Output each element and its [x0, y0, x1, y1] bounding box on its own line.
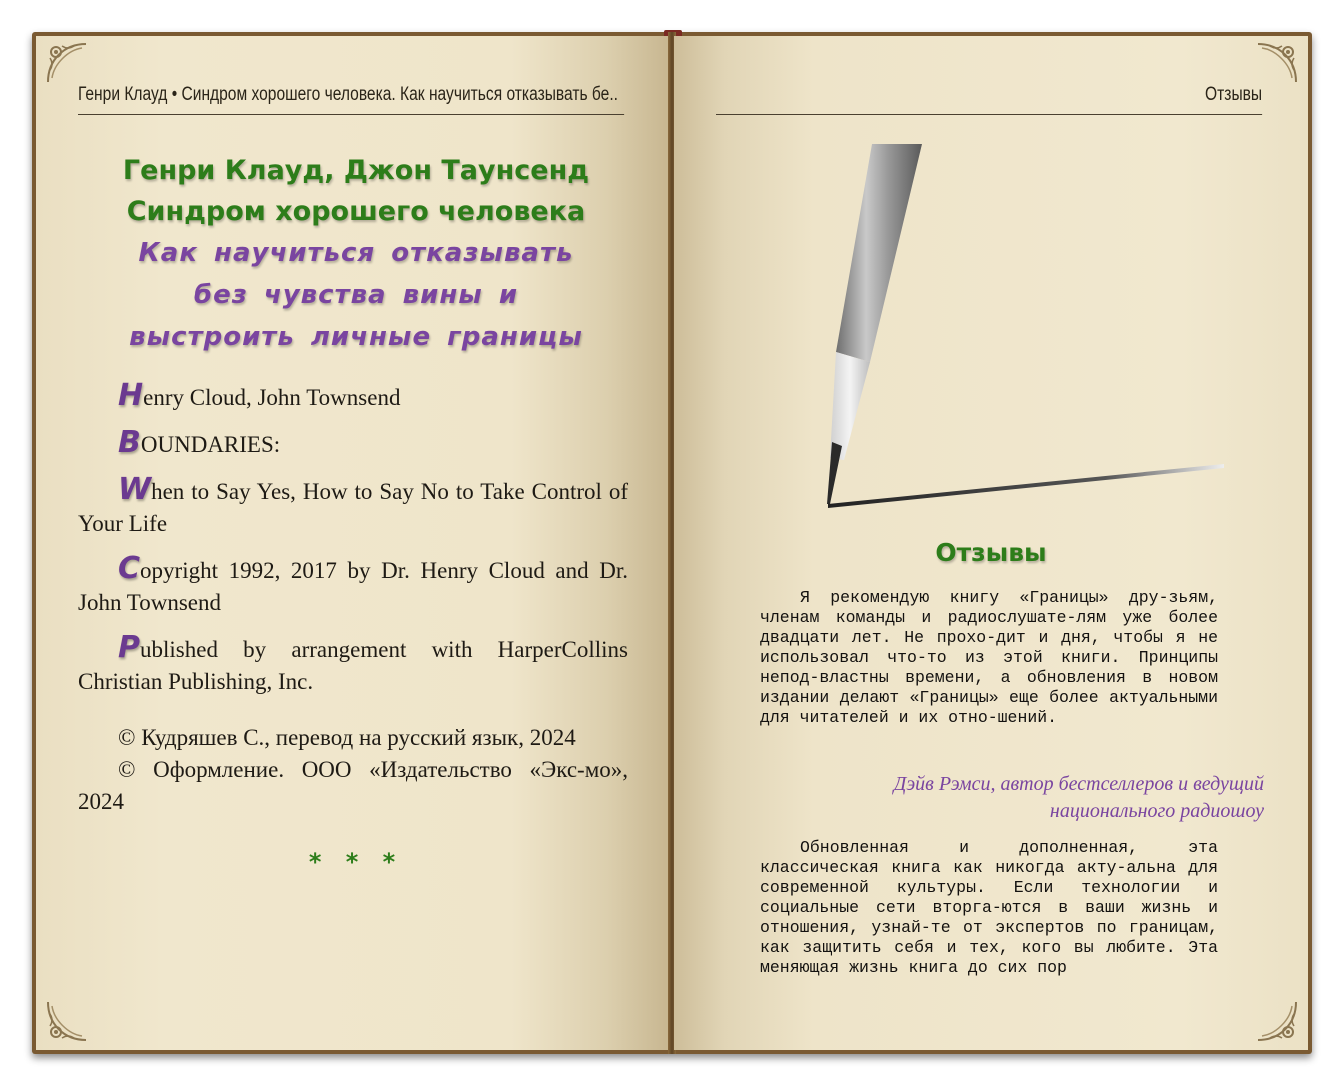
title-authors: Генри Клауд, Джон Таунсенд	[122, 155, 590, 186]
section-title: Отзывы	[935, 538, 1047, 567]
copyright-line: © Кудряшев С., перевод на русский язык, 2024	[118, 725, 576, 750]
section-separator: * * *	[308, 848, 404, 876]
pencil-illustration	[794, 142, 1234, 512]
drop-cap: H	[118, 378, 144, 413]
left-page[interactable]	[36, 36, 670, 1050]
copyright-block	[78, 722, 628, 818]
subtitle-line: без чувства вины и	[193, 280, 519, 310]
subtitle-line: выстроить личные границы	[129, 322, 583, 352]
running-header: Отзывы	[716, 84, 1262, 115]
corner-ornament-icon	[1254, 998, 1300, 1044]
corner-ornament-icon	[44, 40, 90, 86]
running-header: Генри Клауд • Синдром хорошего человека. Как научиться отказывать бе..	[78, 84, 624, 115]
review-author: Дэйв Рэмси, автор бестселлеров и ведущий национального радиошоу	[893, 773, 1264, 822]
imprint-paragraph: Published by arrangement with HarperCollins Christian Publishing, Inc.	[78, 630, 628, 694]
drop-cap: P	[118, 630, 140, 665]
drop-cap: B	[118, 425, 141, 460]
subtitle-line: Как научиться отказывать	[138, 238, 574, 268]
review-text: Обновленная и дополненная, эта классическая книга как никогда акту-альна для современной культуры. Если технологии и социальные сети вторга-ются в ваши жизнь и отношения, узнай-те от экспертов по границам, как защитить себя и тех, кого вы любите. Эта меняющая жизнь книга до сих пор	[760, 838, 1218, 977]
review-text: Я рекомендую книгу «Границы» дру-зьям, членам команды и радиослушате-лям уже более двадцати лет. Не прохо-дит и дня, чтобы я не использовал что-то из этой книги. Принципы непод-властны времени, а обновления в новом издании делают «Границы» еще более актуальными для читателей и их отно-шений.	[760, 588, 1218, 727]
right-page[interactable]	[674, 36, 1308, 1050]
copyright-line: © Оформление. ООО «Издательство «Экс-мо», 2024	[78, 757, 628, 814]
title-main: Синдром хорошего человека	[126, 196, 586, 227]
drop-cap: W	[118, 472, 152, 507]
open-book	[32, 32, 1312, 1054]
imprint-paragraph: When to Say Yes, How to Say No to Take Control of Your Life	[78, 472, 628, 536]
drop-cap: C	[118, 551, 141, 586]
corner-ornament-icon	[1254, 40, 1300, 86]
imprint-text	[78, 380, 628, 818]
book-title-block	[76, 150, 636, 358]
imprint-paragraph: Henry Cloud, John Townsend	[118, 378, 401, 413]
corner-ornament-icon	[44, 998, 90, 1044]
imprint-paragraph: BOUNDARIES:	[118, 425, 281, 460]
imprint-paragraph: Copyright 1992, 2017 by Dr. Henry Cloud and Dr. John Townsend	[78, 551, 628, 615]
